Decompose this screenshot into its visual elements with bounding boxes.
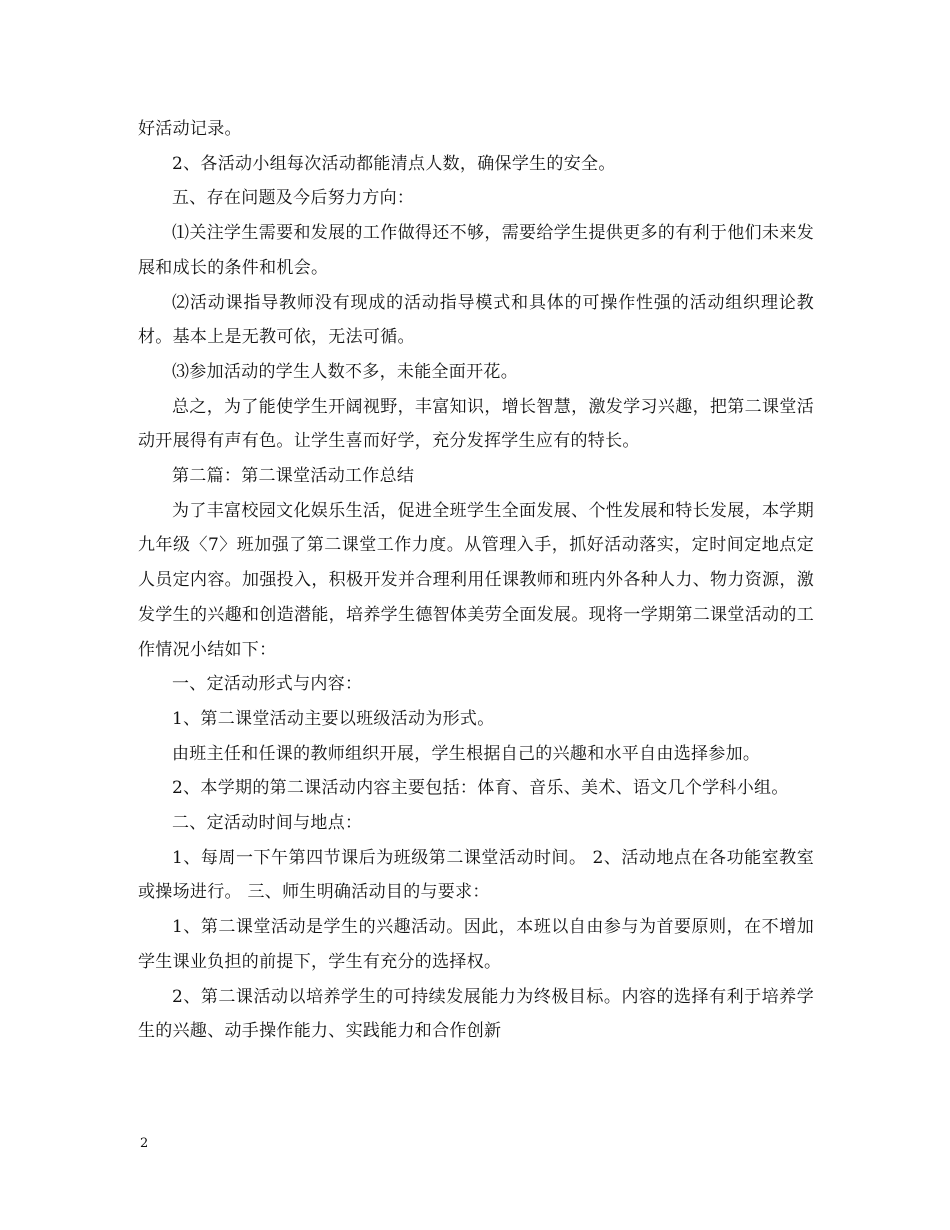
paragraph-6: ⑶参加活动的学生人数不多，未能全面开花。 xyxy=(172,361,518,382)
paragraph-15: 1、每周一下午第四节课后为班级第二课堂活动时间。 2、活动地点在各功能室教室或操场进行。 三、师生明确活动目的与要求： xyxy=(138,847,814,903)
article-title: 第二篇：第二课堂活动工作总结 xyxy=(172,466,415,487)
paragraph-17: 2、第二课活动以培养学生的可持续发展能力为终极目标。内容的选择有利于培养学生的兴趣、动手操作能力、实践能力和合作创新 xyxy=(138,986,814,1042)
page-body xyxy=(138,112,814,1049)
paragraph-9: 为了丰富校园文化娱乐生活，促进全班学生全面发展、个性发展和特长发展，本学期九年级〈7〉班加强了第二课堂工作力度。从管理入手，抓好活动落实，定时间定地点定人员定内容。加强投入，积极开发并合理利用任课教师和班内外各种人力、物力资源，激发学生的兴趣和创造潜能，培养学生德智体美劳全面发展。现将一学期第二课堂活动的工作情况小结如下： xyxy=(138,500,814,660)
paragraph-13: 2、本学期的第二课活动内容主要包括：体育、音乐、美术、语文几个学科小组。 xyxy=(172,778,789,799)
paragraph-11: 1、第二课堂活动主要以班级活动为形式。 xyxy=(172,708,495,729)
section-heading-5: 五、存在问题及今后努力方向： xyxy=(172,188,415,209)
paragraph-12: 由班主任和任课的教师组织开展，学生根据自己的兴趣和水平自由选择参加。 xyxy=(172,743,761,764)
paragraph-16: 1、第二课堂活动是学生的兴趣活动。因此，本班以自由参与为首要原则，在不增加学生课业负担的前提下，学生有充分的选择权。 xyxy=(138,917,814,972)
paragraph-1: 好活动记录。 xyxy=(138,119,242,139)
paragraph-2: 2、各活动小组每次活动都能清点人数，确保学生的安全。 xyxy=(172,153,616,174)
section-heading-1: 一、定活动形式与内容： xyxy=(172,674,363,695)
paragraph-5: ⑵活动课指导教师没有现成的活动指导模式和具体的可操作性强的活动组织理论教材。基本上是无教可依，无法可循。 xyxy=(138,292,814,348)
page-number: 2 xyxy=(140,1136,149,1151)
paragraph-4: ⑴关注学生需要和发展的工作做得还不够，需要给学生提供更多的有利于他们未来发展和成长的条件和机会。 xyxy=(138,223,814,278)
section-heading-2: 二、定活动时间与地点： xyxy=(172,813,363,834)
paragraph-7: 总之，为了能使学生开阔视野，丰富知识，增长智慧，激发学习兴趣，把第二课堂活动开展得有声有色。让学生喜而好学，充分发挥学生应有的特长。 xyxy=(138,396,814,452)
